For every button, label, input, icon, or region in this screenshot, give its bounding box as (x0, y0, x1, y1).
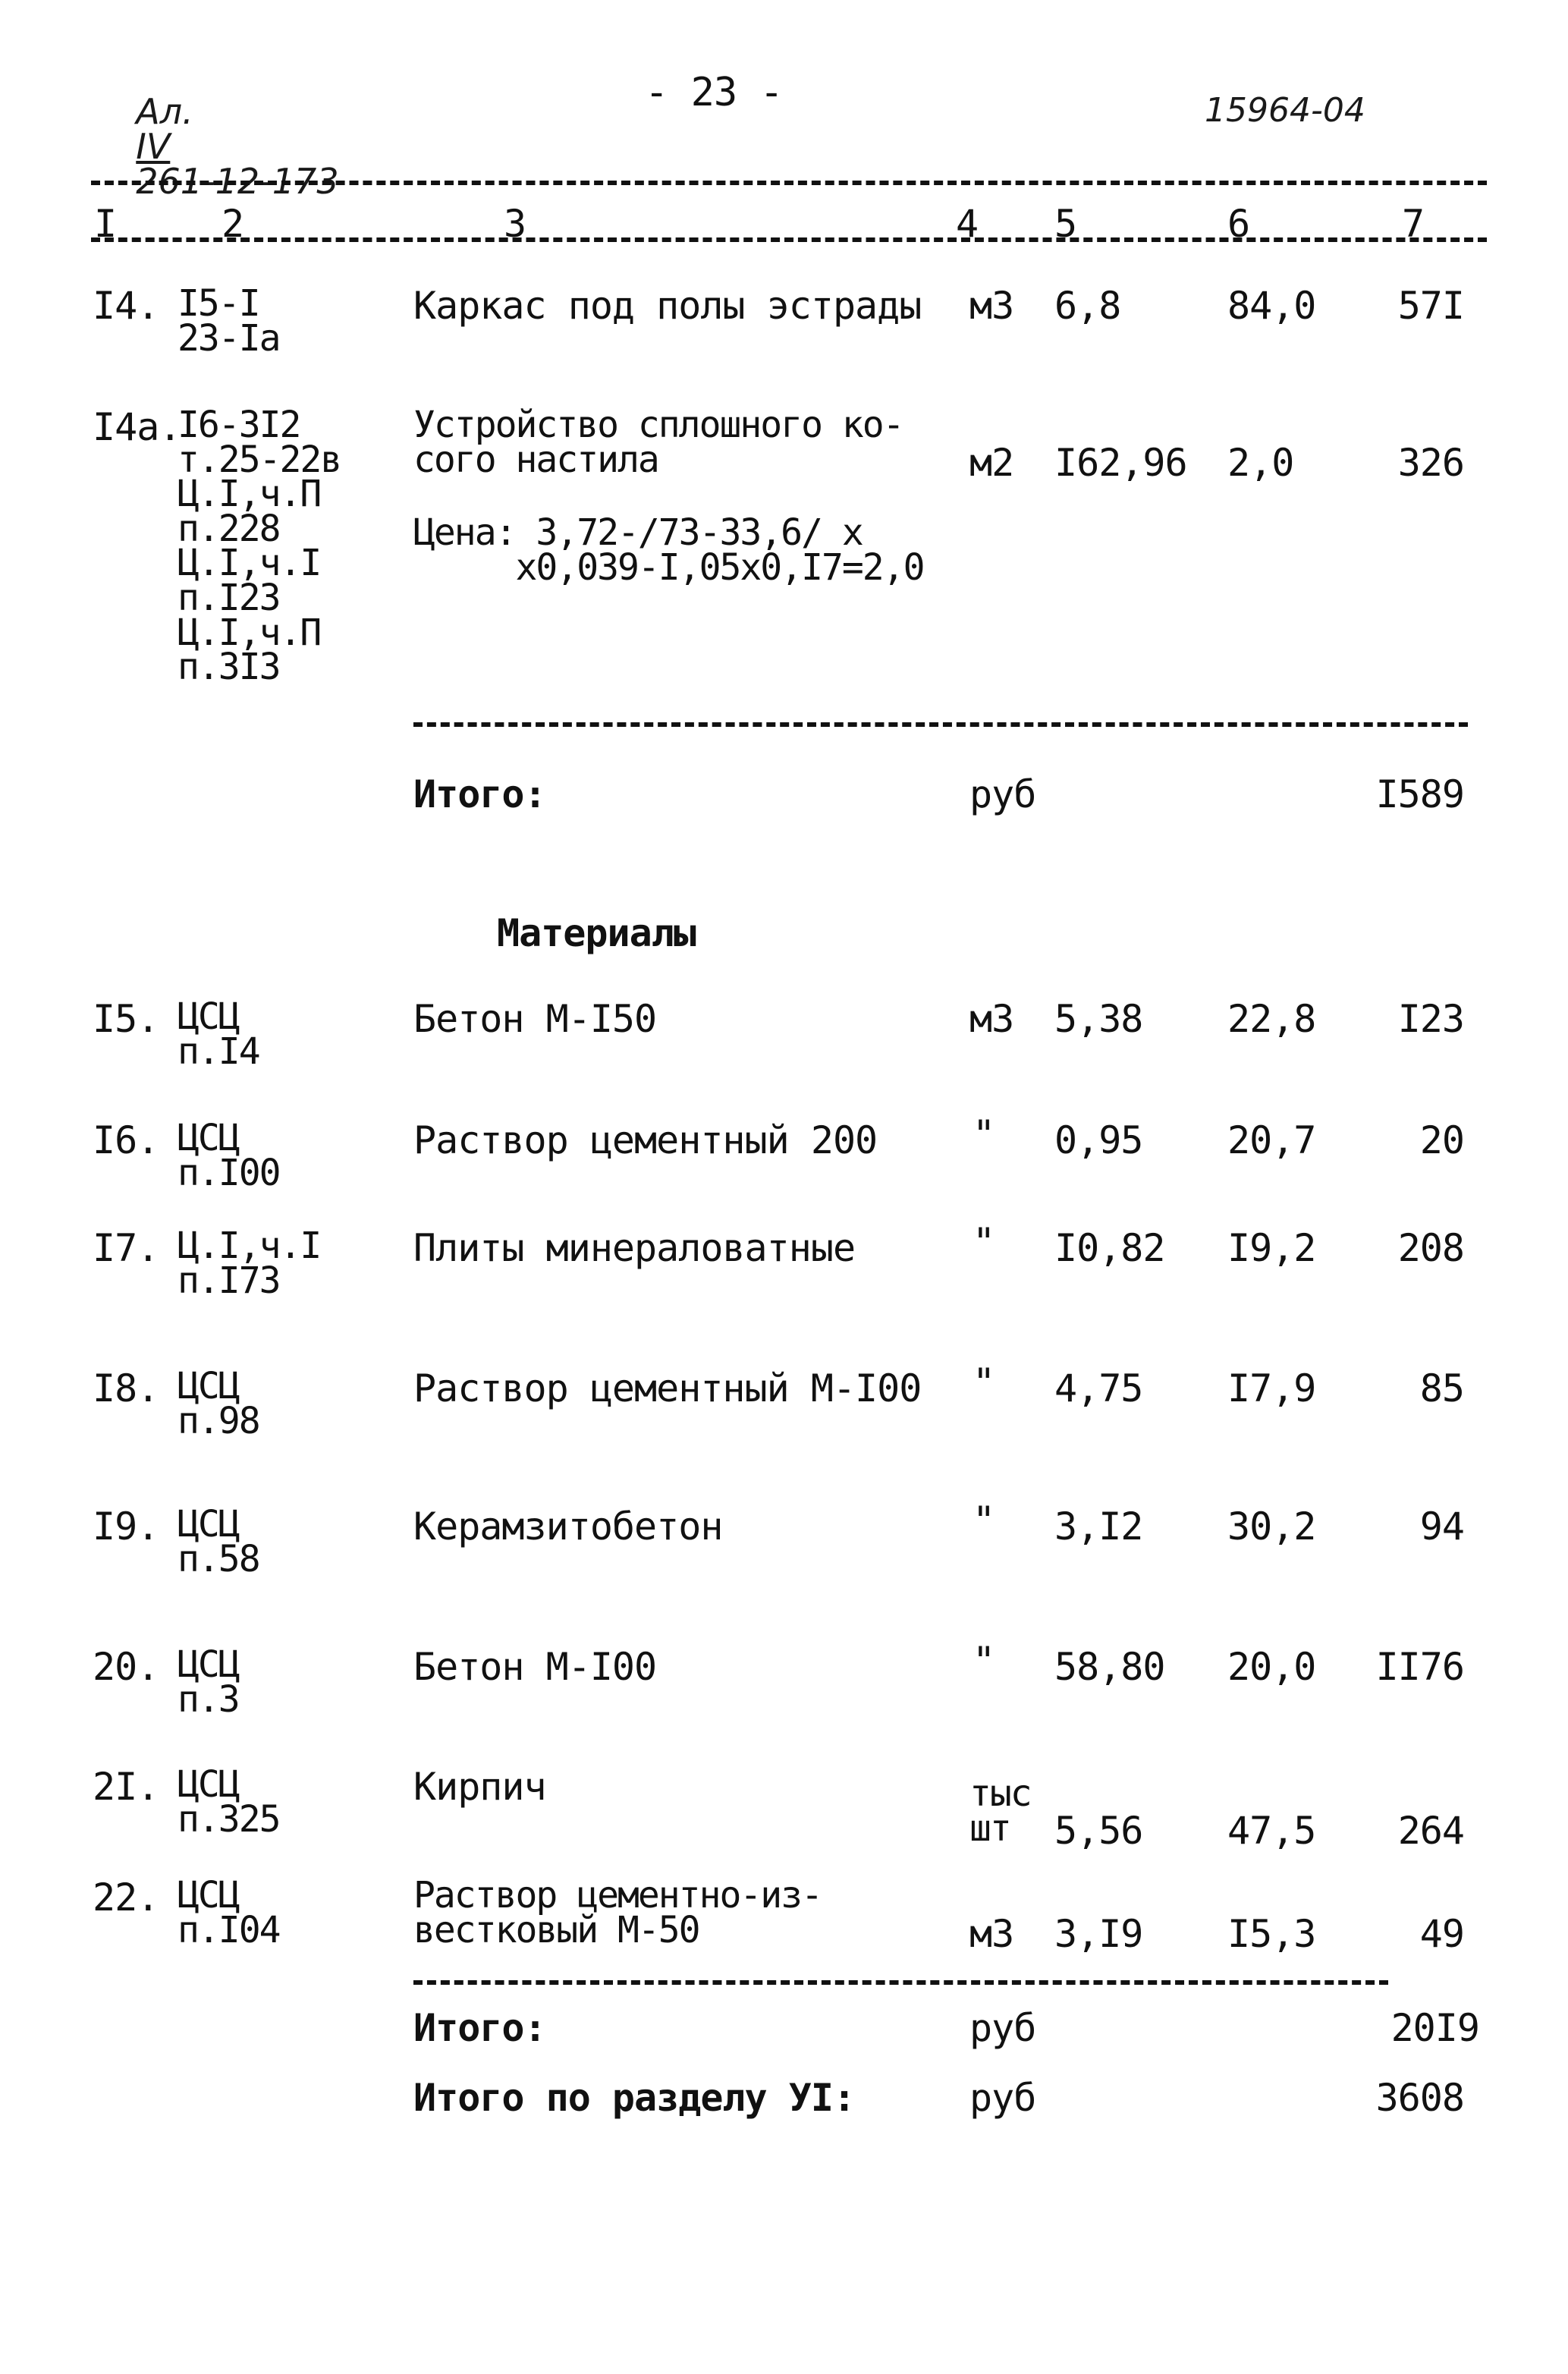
row-price: I5,3 (1227, 1912, 1316, 1956)
row-unit: " (973, 1498, 995, 1542)
row-code: ЦСЦ п.58 (178, 1503, 259, 1580)
album-prefix: Ал. (136, 91, 193, 132)
row-name: Керамзитобетон (413, 1505, 723, 1549)
section-title: Материалы (497, 911, 696, 955)
row-name: Раствор цементный 200 (413, 1118, 878, 1162)
column-header-1: I (94, 202, 117, 246)
row-code: ЦСЦ п.I04 (178, 1874, 280, 1951)
row-name: Устройство сплошного ко- сого настила (413, 404, 903, 481)
column-header-3: 3 (504, 202, 526, 246)
row-name: Плиты минераловатные (413, 1226, 856, 1270)
subtotal-label: Итого: (413, 772, 546, 816)
row-quantity: I62,96 (1054, 441, 1187, 485)
row-number: 22. (93, 1876, 159, 1920)
price-formula: Цена: 3,72-/73-33,6/ х х0,039-I,05х0,I7=2,0 (413, 511, 924, 589)
row-quantity: 3,I2 (1054, 1505, 1143, 1549)
column-header-4: 4 (956, 202, 979, 246)
row-number: I7. (93, 1226, 159, 1270)
row-quantity: 6,8 (1054, 284, 1121, 328)
section-total-unit: руб (969, 2076, 1036, 2120)
column-header-5: 5 (1054, 202, 1077, 246)
row-quantity: 5,56 (1054, 1809, 1143, 1853)
column-header-2: 2 (222, 202, 244, 246)
row-quantity: 58,80 (1054, 1645, 1165, 1689)
row-code: ЦСЦ п.I4 (178, 995, 259, 1073)
row-name: Раствор цементный М-I00 (413, 1366, 922, 1410)
row-total: 49 (1419, 1912, 1464, 1956)
row-quantity: 5,38 (1054, 997, 1143, 1041)
row-total: I23 (1397, 997, 1464, 1041)
album-label (114, 59, 339, 202)
row-unit: " (973, 1112, 995, 1156)
row-name: Раствор цементно-из- вестковый М-50 (413, 1874, 822, 1951)
row-price: I7,9 (1227, 1366, 1316, 1410)
row-total: 326 (1397, 441, 1464, 485)
row-number: I5. (93, 997, 159, 1041)
subtotal-label: Итого: (413, 2006, 546, 2050)
album-number: IV (136, 126, 171, 167)
row-unit: тыс шт (969, 1772, 1031, 1850)
row-unit: м3 (969, 284, 1014, 328)
row-price: 30,2 (1227, 1505, 1316, 1549)
section-total-label: Итого по разделу УI: (413, 2076, 856, 2120)
row-code: ЦСЦ п.325 (178, 1763, 280, 1841)
row-price: 20,7 (1227, 1118, 1316, 1162)
row-price: 2,0 (1227, 441, 1294, 485)
subtotal-total: I589 (1375, 772, 1464, 816)
row-quantity: 4,75 (1054, 1366, 1143, 1410)
row-unit: " (973, 1360, 995, 1404)
row-code: ЦСЦ п.98 (178, 1365, 259, 1442)
subtotal-rule (413, 722, 1468, 727)
row-unit: " (973, 1220, 995, 1264)
row-price: 47,5 (1227, 1809, 1316, 1853)
row-total: 208 (1397, 1226, 1464, 1270)
header-bottom-rule (91, 237, 1487, 242)
row-number: I4а. (93, 405, 181, 449)
row-price: 84,0 (1227, 284, 1316, 328)
row-price: I9,2 (1227, 1226, 1316, 1270)
row-price: 20,0 (1227, 1645, 1316, 1689)
subtotal-unit: руб (969, 2006, 1036, 2050)
row-code: I5-I 23-Iа (178, 282, 280, 360)
row-name: Кирпич (413, 1765, 546, 1809)
row-quantity: 0,95 (1054, 1118, 1143, 1162)
row-name: Бетон М-I50 (413, 997, 657, 1041)
row-unit: м2 (969, 441, 1014, 485)
row-code: ЦСЦ п.3 (178, 1643, 239, 1721)
row-unit: м3 (969, 997, 1014, 1041)
row-number: 2I. (93, 1765, 159, 1809)
row-number: I4. (93, 284, 159, 328)
document-code: 15964-04 (1205, 91, 1365, 130)
column-header-6: 6 (1227, 202, 1250, 246)
row-quantity: I0,82 (1054, 1226, 1165, 1270)
row-price: 22,8 (1227, 997, 1316, 1041)
project-code: 261-12-173 (136, 161, 339, 202)
row-total: 94 (1419, 1505, 1464, 1549)
row-unit: " (973, 1639, 995, 1683)
subtotal-unit: руб (969, 772, 1036, 816)
row-number: I8. (93, 1366, 159, 1410)
subtotal-total: 20I9 (1390, 2006, 1479, 2050)
row-number: I9. (93, 1505, 159, 1549)
row-quantity: 3,I9 (1054, 1912, 1143, 1956)
row-total: 20 (1419, 1118, 1464, 1162)
row-code: Ц.I,ч.I п.I73 (178, 1225, 321, 1302)
row-number: I6. (93, 1118, 159, 1162)
row-unit: м3 (969, 1912, 1014, 1956)
row-total: II76 (1375, 1645, 1464, 1689)
section-total-value: 3608 (1375, 2076, 1464, 2120)
row-name: Каркас под полы эстрады (413, 284, 922, 328)
header-top-rule (91, 181, 1487, 185)
row-code: I6-3I2 т.25-22в Ц.I,ч.П п.228 Ц.I,ч.I п.I23 Ц.I,ч.П п.3I3 (178, 404, 341, 689)
column-header-7: 7 (1402, 202, 1425, 246)
row-total: 85 (1419, 1366, 1464, 1410)
subtotal-rule (413, 1980, 1388, 1985)
page-number: - 23 - (645, 70, 783, 115)
row-total: 264 (1397, 1809, 1464, 1853)
row-total: 57I (1397, 284, 1464, 328)
row-name: Бетон М-I00 (413, 1645, 657, 1689)
row-code: ЦСЦ п.I00 (178, 1117, 280, 1194)
row-number: 20. (93, 1645, 159, 1689)
